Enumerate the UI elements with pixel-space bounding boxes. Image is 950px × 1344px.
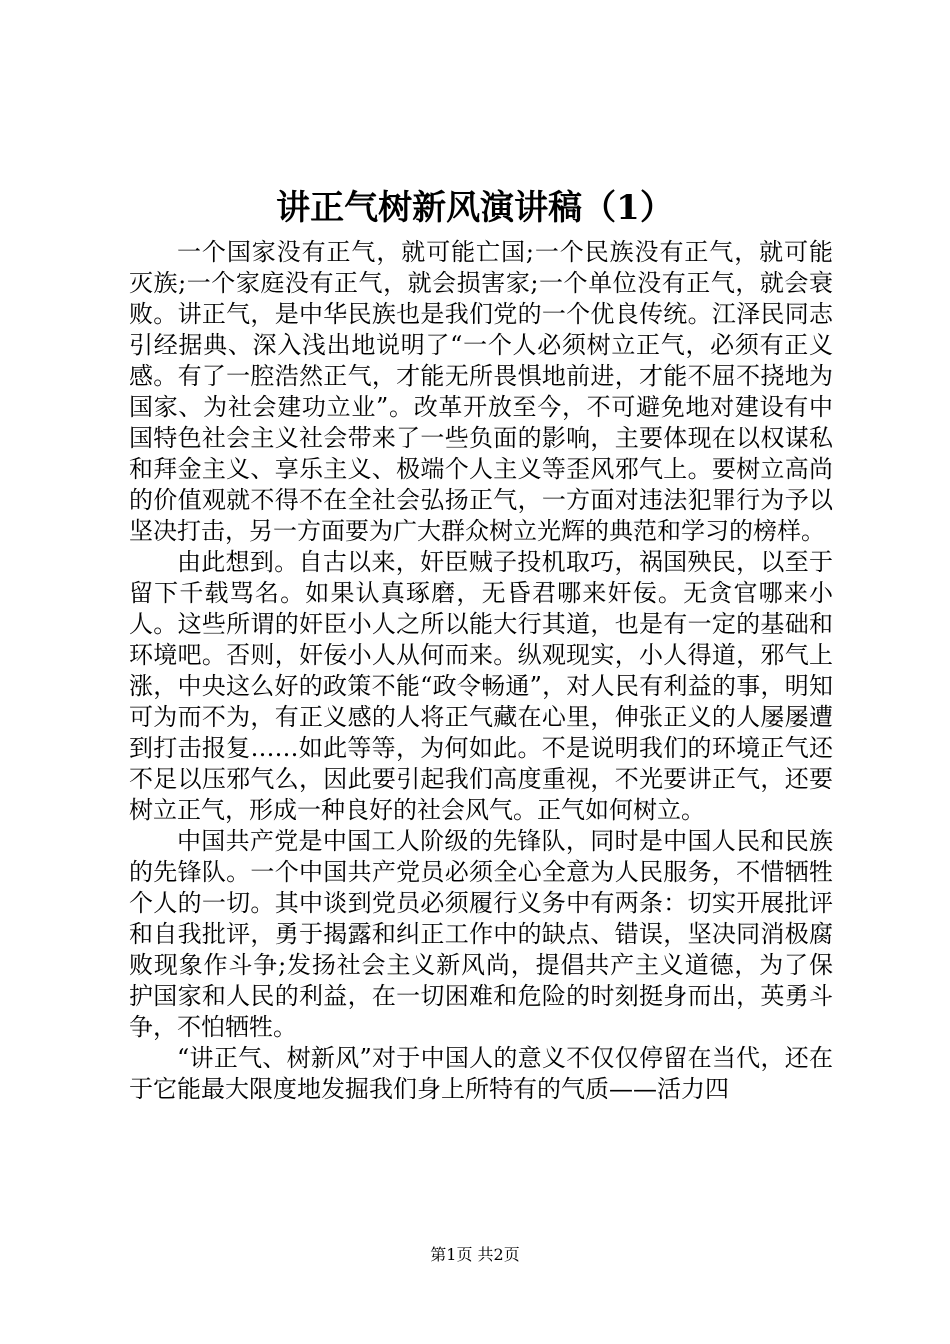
paragraph-2: 由此想到。自古以来，奸臣贼子投机取巧，祸国殃民，以至于留下千载骂名。如果认真琢磨，无昏君哪来奸佞。无贪官哪来小人。这些所谓的奸臣小人之所以能大行其道，也是有一定的基础和环境吧。否则，奸佞小人从何而来。纵观现实，小人得道，邪气上涨，中央这么好的政策不能“政令畅通”，对人民有利益的事，明知可为而不为，有正义感的人将正气藏在心里，伸张正义的人屡屡遭到打击报复……如此等等，为何如此。不是说明我们的环境正气还不足以压邪气么，因此要引起我们高度重视，不光要讲正气，还要树立正气，形成一种良好的社会风气。正气如何树立。 [129,548,833,824]
document-body [129,237,833,1105]
paragraph-4: “讲正气、树新风”对于中国人的意义不仅仅停留在当代，还在于它能最大限度地发掘我们身上所特有的气质——活力四 [129,1044,833,1103]
paragraph-1: 一个国家没有正气，就可能亡国;一个民族没有正气，就可能灭族;一个家庭没有正气，就会损害家;一个单位没有正气，就会衰败。讲正气，是中华民族也是我们党的一个优良传统。江泽民同志引经据典、深入浅出地说明了“一个人必须树立正气，必须有正义感。有了一腔浩然正气，才能无所畏惧地前进，才能不屈不挠地为国家、为社会建功立业”。改革开放至今，不可避免地对建设有中国特色社会主义社会带来了一些负面的影响，主要体现在以权谋私和拜金主义、享乐主义、极端个人主义等歪风邪气上。要树立高尚的价值观就不得不在全社会弘扬正气，一方面对违法犯罪行为予以坚决打击，另一方面要为广大群众树立光辉的典范和学习的榜样。 [129,238,833,545]
paragraph-3: 中国共产党是中国工人阶级的先锋队，同时是中国人民和民族的先锋队。一个中国共产党员必须全心全意为人民服务，不惜牺牲个人的一切。其中谈到党员必须履行义务中有两条：切实开展批评和自我批评，勇于揭露和纠正工作中的缺点、错误，坚决同消极腐败现象作斗争;发扬社会主义新风尚，提倡共产主义道德，为了保护国家和人民的利益，在一切困难和危险的时刻挺身而出，英勇斗争，不怕牺牲。 [129,827,833,1041]
document-title: 讲正气树新风演讲稿（1） [276,188,674,228]
page-number-footer: 第1页 共2页 [430,1245,520,1264]
